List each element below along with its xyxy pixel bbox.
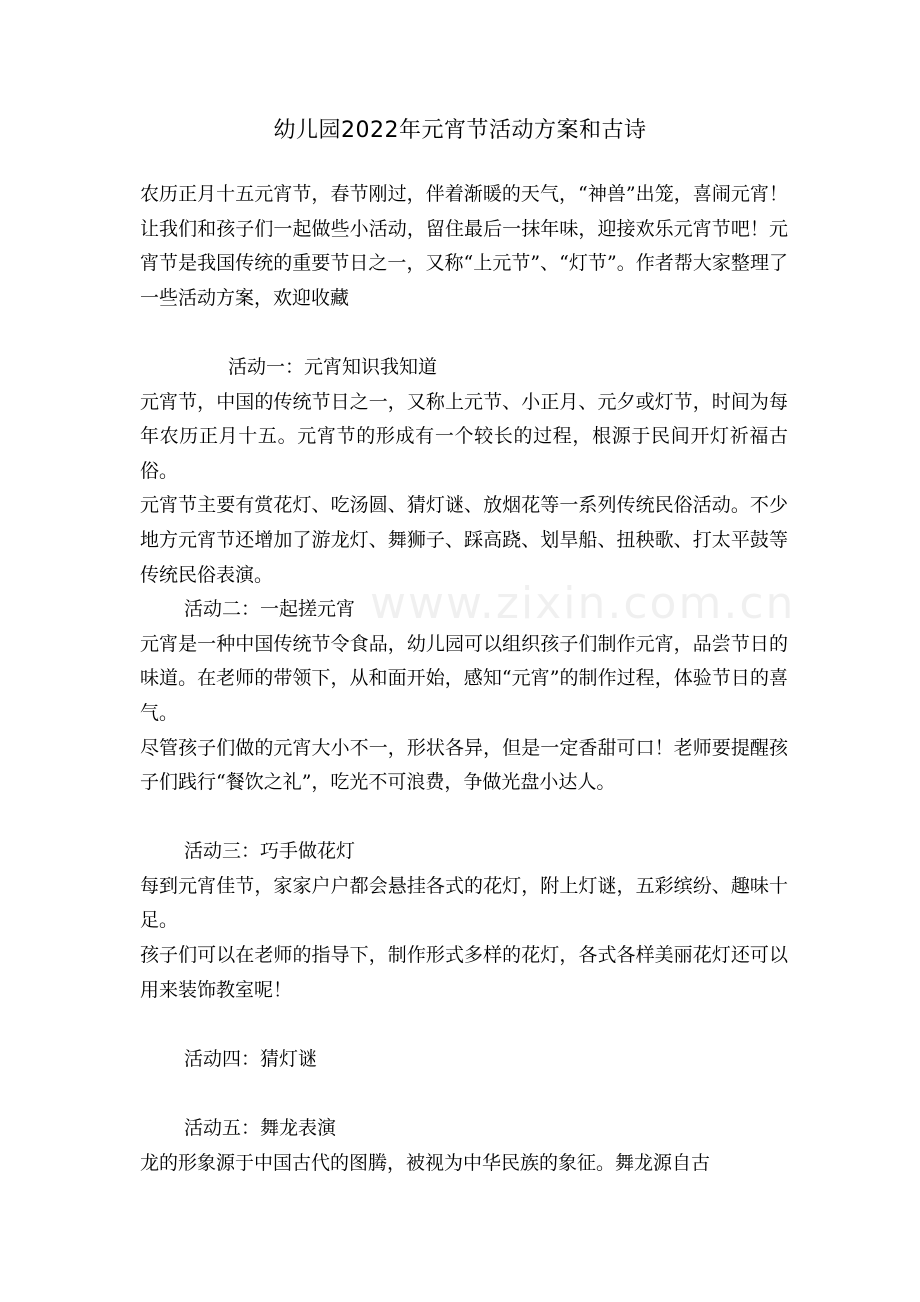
intro-paragraph: 农历正月十五元宵节，春节刚过，伴着渐暖的天气，“神兽”出笼，喜闹元宵！让我们和孩子们一起做些小活动，留住最后一抹年味，迎接欢乐元宵节吧！元宵节是我国传统的重要节日之一，又称“上元节”、“灯节”。作者帮大家整理了一些活动方案，欢迎收藏 [140, 183, 788, 309]
spacer [140, 1076, 788, 1111]
section-heading-3: 活动三：巧手做花灯 [184, 840, 356, 863]
section-1-paragraph-1: 元宵节，中国的传统节日之一，又称上元节、小正月、元夕或灯节，时间为每年农历正月十五。元宵节的形成有一个较长的过程，根源于民间开灯祈福古俗。 [140, 390, 788, 482]
section-heading-4: 活动四：猜灯谜 [184, 1047, 318, 1070]
spacer [140, 800, 788, 835]
section-2-paragraph-1: 元宵是一种中国传统节令食品，幼儿园可以组织孩子们制作元宵，品尝节日的味道。在老师的带领下，从和面开始，感知“元宵”的制作过程，体验节日的喜气。 [140, 632, 788, 724]
section-heading-5: 活动五：舞龙表演 [184, 1117, 337, 1140]
spacer [140, 315, 788, 350]
document-title: 幼儿园2022年元宵节活动方案和古诗 [273, 118, 647, 143]
section-heading-1: 活动一：元宵知识我知道 [228, 355, 438, 378]
section-2-paragraph-2: 尽管孩子们做的元宵大小不一，形状各异，但是一定香甜可口！老师要提醒孩子们践行“餐饮之礼”，吃光不可浪费，争做光盘小达人。 [140, 736, 788, 794]
watermark: www.zixin.com.cn [370, 578, 796, 629]
section-1-paragraph-2: 元宵节主要有赏花灯、吃汤圆、猜灯谜、放烟花等一系列传统民俗活动。不少地方元宵节还增加了游龙灯、舞狮子、踩高跷、划旱船、扭秧歌、打太平鼓等传统民俗表演。 [140, 494, 788, 586]
document-body [140, 177, 788, 1180]
section-5-paragraph-1: 龙的形象源于中国古代的图腾，被视为中华民族的象征。舞龙源自古 [140, 1151, 711, 1174]
section-heading-2: 活动二：一起搓元宵 [184, 598, 356, 621]
section-3-paragraph-2: 孩子们可以在老师的指导下，制作形式多样的花灯，各式各样美丽花灯还可以用来装饰教室呢！ [140, 944, 788, 1001]
section-3-paragraph-1: 每到元宵佳节，家家户户都会悬挂各式的花灯，附上灯谜，五彩缤纷、趣味十足。 [140, 874, 788, 932]
spacer [140, 1007, 788, 1042]
